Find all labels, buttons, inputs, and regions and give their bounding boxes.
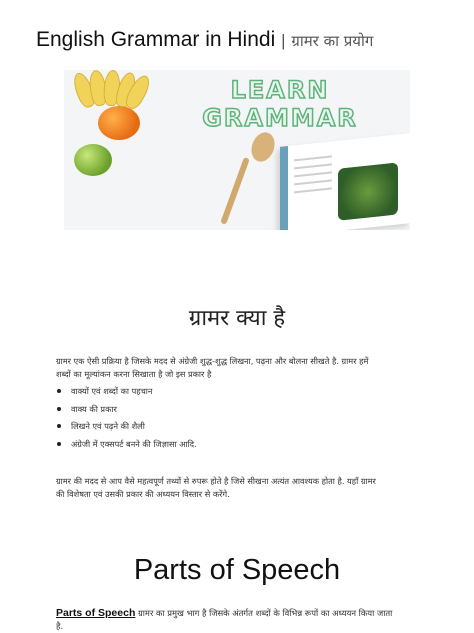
learn-grammar-banner	[172, 76, 388, 132]
intro-paragraph	[56, 355, 408, 381]
bullet-icon	[57, 442, 61, 446]
pos-line-2: है.	[56, 621, 64, 631]
pos-line-1: ग्रामर का प्रमुख भाग है जिसके अंतर्गत शब्दों के विभिन्न रूपों का अध्ययन किया जाता	[135, 608, 393, 618]
apple-icon	[74, 144, 112, 176]
list-item: वाक्यों एवं शब्दों का पहचान	[56, 385, 408, 403]
list-item: वाक्य की प्रकार	[56, 403, 408, 421]
intro-line-1: ग्रामर एक ऐसी प्रक्रिया है जिसके मदद से अंग्रेजी शुद्ध-शुद्ध लिखना, पढ़ना और बोलना सीखते है. ग्रामर हमें	[56, 356, 369, 366]
page-title	[36, 28, 456, 52]
bullet-icon	[57, 389, 61, 393]
banner-line-2: GRAMMAR	[202, 104, 358, 132]
spoon-handle	[220, 157, 250, 225]
list-item: लिखने एवं पढ़ने की शैली	[56, 420, 408, 438]
outro-line-1: ग्रामर की मदद से आप वैसे महत्वपूर्ण तथ्यों से रुपरू होते है जिसे सीखना अत्यंत आवश्यक होता है. यहाँ ग्रामर	[56, 476, 376, 486]
parts-of-speech-link[interactable]: Parts of Speech	[56, 607, 136, 619]
bullet-icon	[57, 424, 61, 428]
grammar-points-list	[56, 385, 408, 455]
bullet-icon	[57, 407, 61, 411]
title-separator: |	[281, 31, 286, 50]
outro-paragraph	[56, 475, 408, 501]
section-heading-what-is-grammar: ग्रामर क्या है	[188, 306, 286, 331]
page-title-main: English Grammar in Hindi	[36, 28, 276, 51]
wooden-spoon-icon	[248, 129, 279, 165]
parts-of-speech-paragraph	[56, 607, 412, 633]
banner-line-1: LEARN	[230, 76, 330, 104]
hero-image	[64, 70, 410, 230]
section-heading-parts-of-speech: Parts of Speech	[133, 554, 341, 586]
page-title-subtitle: ग्रामर का प्रयोग	[291, 32, 374, 50]
open-book-icon	[280, 133, 410, 230]
orange-icon	[98, 106, 140, 140]
list-item: अंग्रेजी में एक्सपर्ट बनने की जिज्ञासा आदि.	[56, 438, 408, 456]
outro-line-2: की विशेषता एवं उसकी प्रकार की अध्ययन विस्तार से करेंगे.	[56, 489, 230, 499]
intro-line-2: शब्दों का मूल्यांकन करना सिखाता है जो इस प्रकार है	[56, 369, 212, 379]
